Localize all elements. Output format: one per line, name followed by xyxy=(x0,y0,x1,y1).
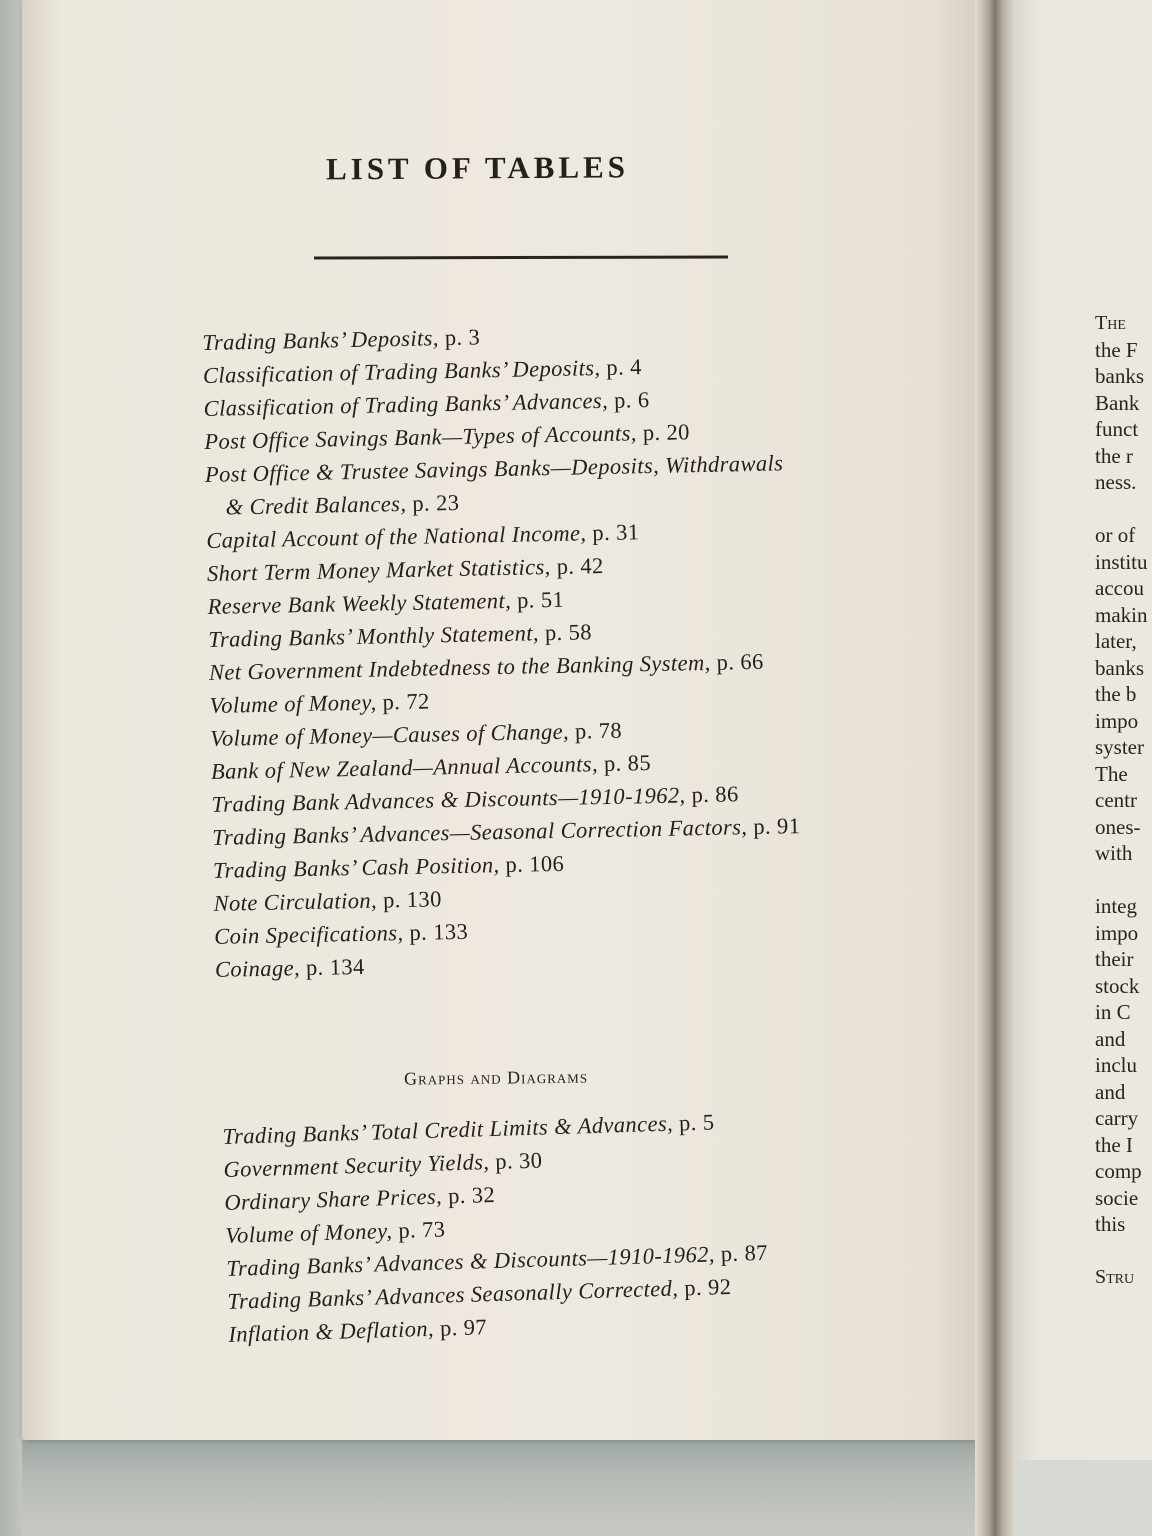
table-entry-page: p. 106 xyxy=(499,850,565,878)
right-page-line: accou xyxy=(1095,576,1144,600)
graph-entry-page: p. 87 xyxy=(714,1239,769,1267)
right-page-line: funct xyxy=(1095,417,1139,441)
book-gutter xyxy=(975,0,1015,1536)
table-entry-title: Coin Specifications, xyxy=(214,920,404,949)
right-page-line: integ xyxy=(1095,894,1137,918)
table-entry-page: p. 58 xyxy=(538,619,593,646)
right-page-line: syster xyxy=(1095,735,1144,759)
right-page-line: the I xyxy=(1095,1132,1133,1157)
right-page-line xyxy=(1095,496,1152,523)
right-page-line: and xyxy=(1095,1079,1126,1104)
table-entry-page: p. 42 xyxy=(550,552,604,580)
table-entry-page: p. 20 xyxy=(636,419,691,446)
table-entry-page: p. 133 xyxy=(403,918,469,946)
table-entry-title: Note Circulation, xyxy=(213,887,378,916)
table-entry-title: Classification of Trading Banks’ Deposits, xyxy=(202,355,601,388)
table-entry-page: p. 66 xyxy=(710,648,764,675)
table-entry-title: Volume of Money, xyxy=(209,689,377,718)
graph-entry-title: Inflation & Deflation, xyxy=(227,1315,435,1347)
table-entry-title: Classification of Trading Banks’ Advances, xyxy=(203,387,609,421)
right-page-line: socie xyxy=(1095,1185,1139,1210)
right-page-line: and xyxy=(1095,1026,1126,1051)
graphs-list xyxy=(222,1099,929,1351)
right-page-line xyxy=(1095,1238,1152,1265)
graph-entry-title: Volume of Money, xyxy=(225,1218,393,1248)
table-entry-title: Bank of New Zealand—Annual Accounts, xyxy=(210,751,599,784)
book-cover-bottom xyxy=(22,1440,997,1536)
right-page-line: comp xyxy=(1095,1159,1142,1183)
table-entry-page: p. 86 xyxy=(685,781,739,808)
table-entry-page: p. 85 xyxy=(597,750,652,777)
right-page-line: impo xyxy=(1095,708,1139,733)
graph-entry-page: p. 97 xyxy=(433,1314,488,1341)
table-entry-title: Volume of Money—Causes of Change, xyxy=(210,718,570,751)
graph-entry-page: p. 30 xyxy=(488,1147,543,1175)
table-entry-title: Coinage, xyxy=(214,955,301,982)
right-page-line: makin xyxy=(1095,602,1148,627)
right-page-line: The xyxy=(1095,312,1126,334)
graph-entry-title: Trading Banks’ Advances Seasonally Corrected, xyxy=(227,1275,679,1314)
right-page-line: in C xyxy=(1095,1000,1131,1024)
table-entry-title: Net Government Indebtedness to the Banking System, xyxy=(208,649,711,685)
graph-entry-page: p. 73 xyxy=(391,1216,446,1243)
right-page-line: the F xyxy=(1095,337,1138,362)
table-entry-title: Short Term Money Market Statistics, xyxy=(206,554,551,586)
graph-entry-page: p. 92 xyxy=(677,1273,732,1301)
table-entry-title: Post Office Savings Bank—Types of Accounts, xyxy=(204,420,638,454)
right-page-line: banks xyxy=(1095,364,1144,388)
table-entry-page: p. 134 xyxy=(299,953,365,981)
table-surface xyxy=(1010,1460,1152,1536)
right-page-line: with xyxy=(1095,841,1133,865)
table-entry-title: Trading Bank Advances & Discounts—1910-1962, xyxy=(211,782,686,817)
graph-entry-title: Trading Banks’ Total Credit Limits & Advances, xyxy=(222,1110,674,1149)
table-entry-page: p. 72 xyxy=(376,688,430,715)
right-page-line: Bank xyxy=(1095,390,1140,415)
graphs-heading: Graphs and Diagrams xyxy=(403,1066,589,1089)
graph-entry-title: Government Security Yields, xyxy=(223,1149,490,1182)
table-entry-title: Trading Banks’ Deposits, xyxy=(202,325,440,355)
table-entry-title: Trading Banks’ Advances—Seasonal Correction Factors, xyxy=(212,814,748,850)
right-page-line: the b xyxy=(1095,682,1137,706)
right-page-line: impo xyxy=(1095,920,1139,945)
right-page-line: ones- xyxy=(1095,814,1141,839)
graph-entry-title: Trading Banks’ Advances & Discounts—1910-1962, xyxy=(226,1241,716,1281)
right-page-line: institu xyxy=(1095,549,1148,574)
table-entry-page: p. 31 xyxy=(586,519,640,546)
right-page-line: carry xyxy=(1095,1106,1139,1130)
table-entry-page: p. 51 xyxy=(510,586,565,613)
right-page-line: the r xyxy=(1095,443,1133,468)
page-title: LIST OF TABLES xyxy=(325,149,630,187)
right-page-line: banks xyxy=(1095,655,1144,680)
table-entry-title: Trading Banks’ Monthly Statement, xyxy=(208,620,540,652)
table-entry-page: p. 78 xyxy=(568,717,623,744)
right-page-line: The xyxy=(1095,761,1128,786)
graph-entry-page: p. 32 xyxy=(441,1181,496,1209)
table-entry-page: p. 6 xyxy=(607,387,650,413)
right-page-line: Stru xyxy=(1095,1266,1135,1288)
graph-entry-title: Ordinary Share Prices, xyxy=(224,1183,443,1215)
right-page-line: later, xyxy=(1095,629,1137,653)
right-page-line: this xyxy=(1095,1212,1126,1236)
table-entry-page: p. 3 xyxy=(438,324,481,351)
graph-entry-page: p. 5 xyxy=(672,1109,715,1136)
table-entry-page: p. 4 xyxy=(600,354,642,381)
right-page-line xyxy=(1095,867,1152,894)
table-entry-title: Capital Account of the National Income, xyxy=(206,520,587,553)
right-page-line: ness. xyxy=(1095,470,1137,494)
table-entry-page: p. 91 xyxy=(747,813,801,840)
table-entry-page: p. 130 xyxy=(376,886,442,913)
table-entry-title-continued: & Credit Balances, xyxy=(225,490,407,520)
right-page-line: their xyxy=(1095,947,1134,971)
right-page-line: inclu xyxy=(1095,1053,1137,1077)
right-page-line: or of xyxy=(1095,523,1136,547)
table-entry-title: Trading Banks’ Cash Position, xyxy=(212,852,500,883)
tables-list xyxy=(202,312,915,986)
right-page-line: stock xyxy=(1095,973,1140,998)
right-page-text xyxy=(1095,310,1152,1291)
right-page-line: centr xyxy=(1095,788,1137,812)
table-entry-page: p. 23 xyxy=(406,489,460,516)
table-entry-title: Post Office & Trustee Savings Banks—Deposits, Withdrawals xyxy=(204,450,784,487)
table-entry-title: Reserve Bank Weekly Statement, xyxy=(207,587,512,619)
